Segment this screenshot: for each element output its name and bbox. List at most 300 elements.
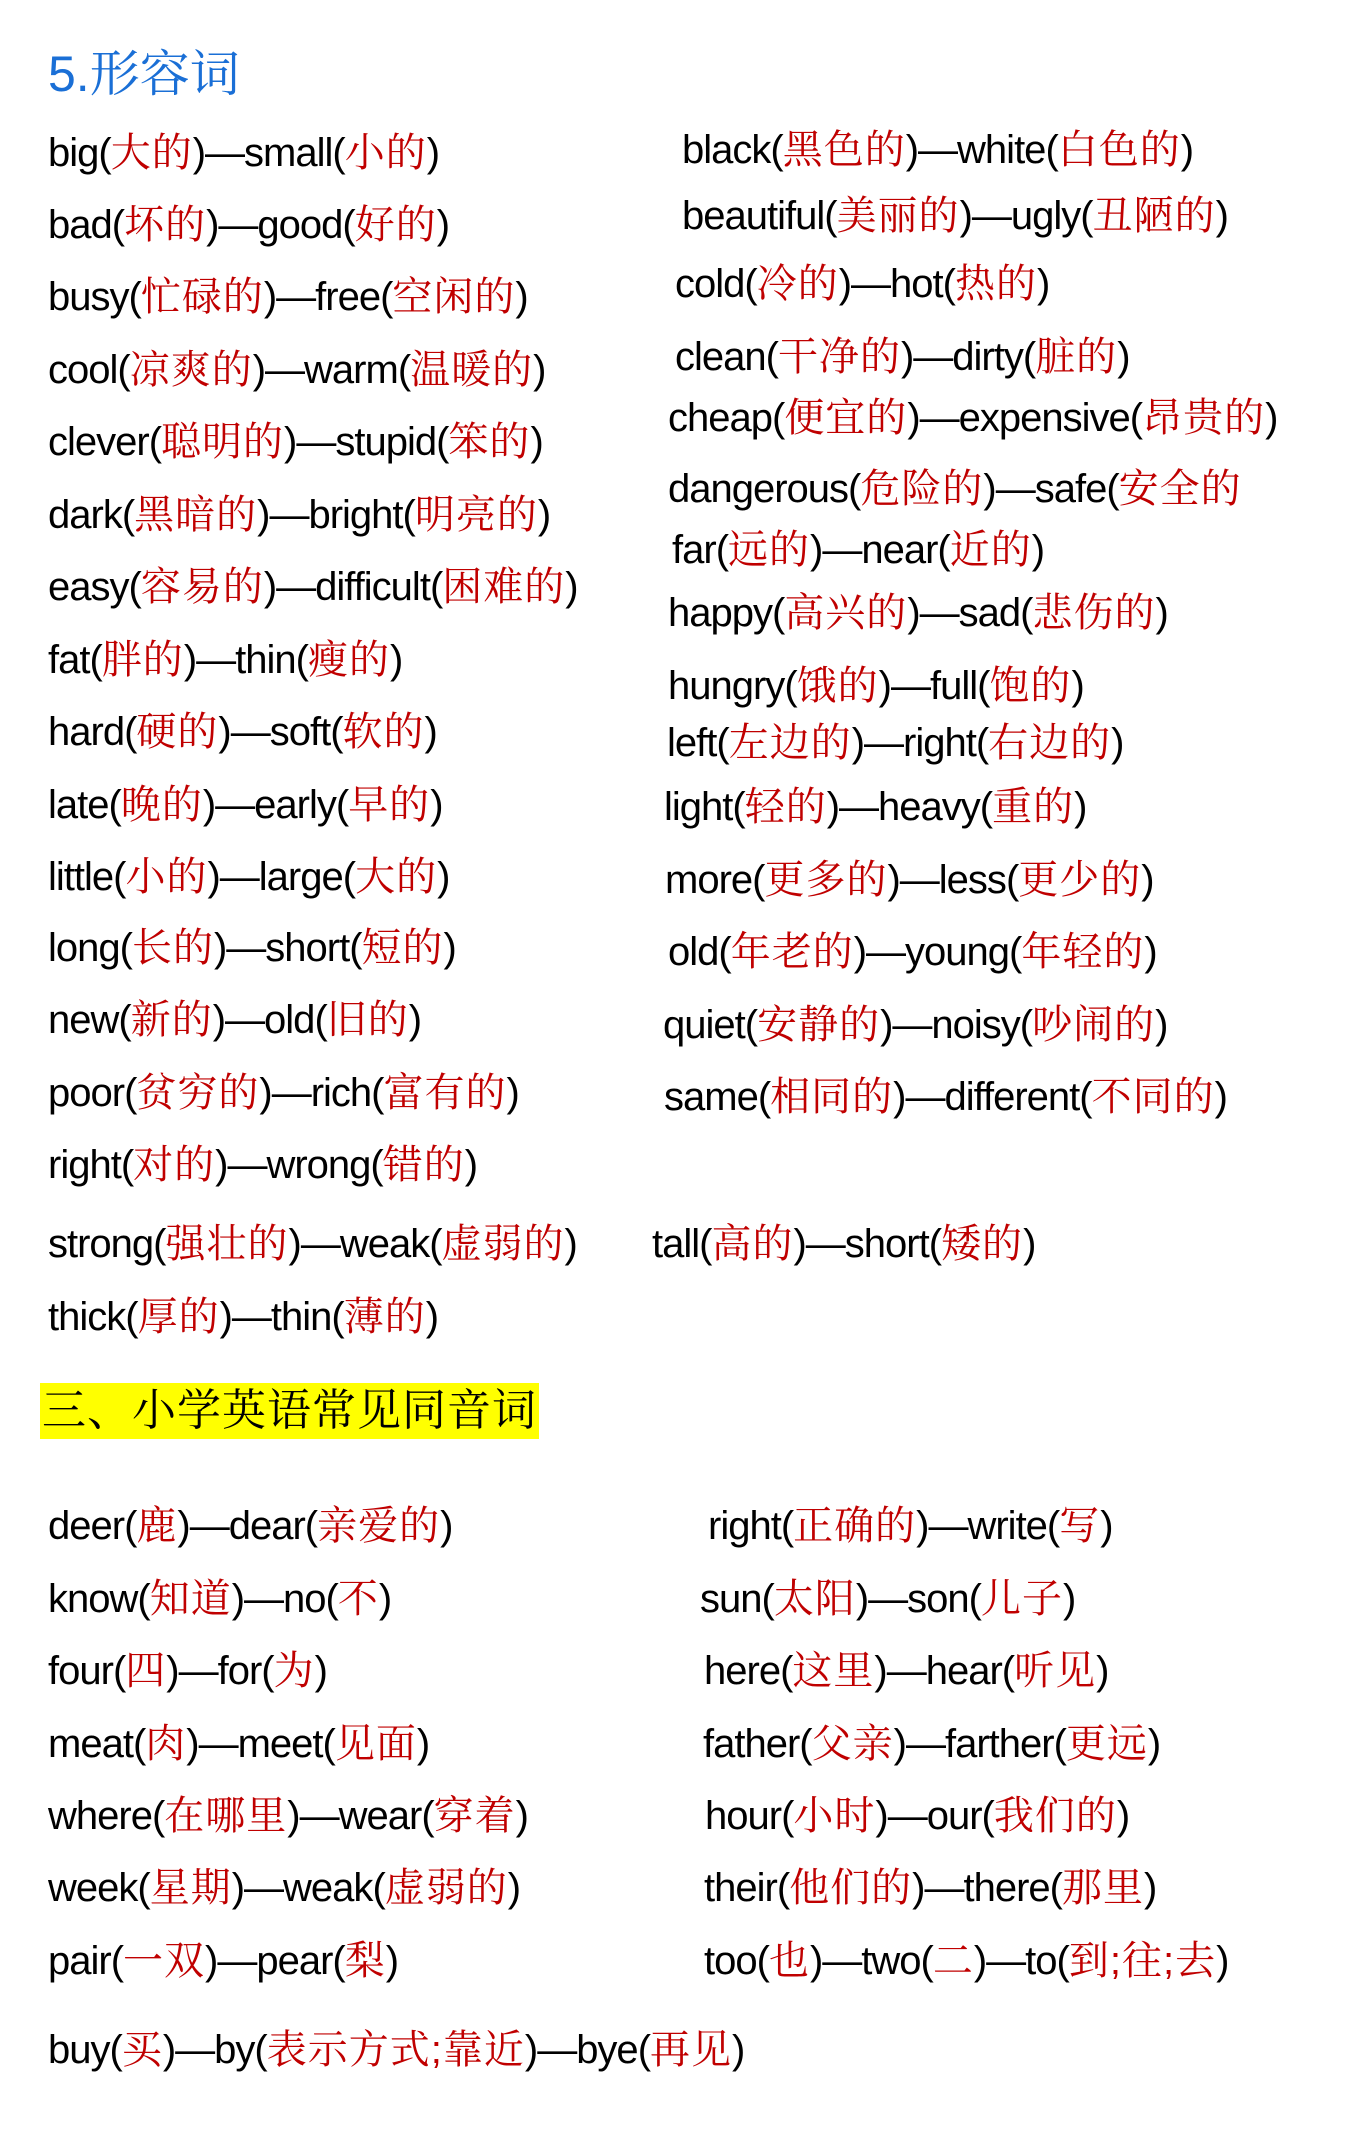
english-word: beautiful bbox=[682, 194, 825, 238]
close-paren: ) bbox=[900, 335, 914, 379]
english-word: easy bbox=[48, 565, 129, 609]
english-word: thin bbox=[235, 638, 296, 682]
open-paren: ( bbox=[756, 1939, 769, 1983]
close-paren: ) bbox=[853, 930, 867, 974]
open-paren: ( bbox=[1045, 128, 1058, 172]
open-paren: ( bbox=[331, 1295, 344, 1339]
close-paren: ) bbox=[1116, 1794, 1130, 1838]
open-paren: ( bbox=[370, 1143, 383, 1187]
english-word: early bbox=[254, 783, 336, 827]
word-pair bbox=[48, 1067, 519, 1119]
close-paren: ) bbox=[186, 1722, 199, 1766]
english-word: soft bbox=[269, 710, 331, 754]
word-pair bbox=[682, 190, 1228, 242]
dash-separator: — bbox=[892, 1003, 932, 1047]
open-paren: ( bbox=[975, 721, 989, 765]
english-word: happy bbox=[668, 591, 772, 635]
open-paren: ( bbox=[125, 1295, 138, 1339]
close-paren: ) bbox=[408, 998, 422, 1042]
english-word: weak bbox=[339, 1222, 430, 1266]
chinese-meaning: 脏的 bbox=[1035, 335, 1118, 379]
english-word: buy bbox=[48, 2028, 110, 2072]
chinese-meaning: 年老的 bbox=[730, 930, 854, 974]
word-pair bbox=[664, 1071, 1227, 1123]
chinese-meaning: 晚的 bbox=[120, 783, 203, 827]
chinese-meaning: 错的 bbox=[382, 1143, 465, 1187]
section-header-homophones: 三、小学英语常见同音词 bbox=[40, 1383, 539, 1439]
open-paren: ( bbox=[332, 131, 345, 175]
english-word: here bbox=[704, 1649, 781, 1693]
english-word: ugly bbox=[1010, 194, 1081, 238]
close-paren: ) bbox=[416, 1722, 430, 1766]
english-word: hour bbox=[705, 1794, 782, 1838]
open-paren: ( bbox=[1053, 1722, 1066, 1766]
chinese-meaning: 虚弱的 bbox=[441, 1222, 565, 1266]
close-paren: ) bbox=[437, 855, 450, 899]
open-paren: ( bbox=[1009, 930, 1022, 974]
english-word: son bbox=[907, 1577, 969, 1621]
close-paren: ) bbox=[887, 858, 900, 902]
chinese-meaning: 困难的 bbox=[442, 565, 566, 609]
close-paren: ) bbox=[385, 1939, 399, 1983]
open-paren: ( bbox=[977, 664, 990, 708]
dash-separator: — bbox=[913, 335, 953, 379]
open-paren: ( bbox=[1022, 335, 1036, 379]
word-pair bbox=[668, 926, 1157, 978]
dash-separator: — bbox=[218, 203, 258, 247]
dash-separator: — bbox=[905, 1722, 945, 1766]
close-paren: ) bbox=[202, 783, 216, 827]
dash-separator: — bbox=[265, 348, 305, 392]
english-word: right bbox=[708, 1504, 781, 1548]
close-paren: ) bbox=[565, 565, 578, 609]
dash-separator: — bbox=[271, 1071, 311, 1115]
close-paren: ) bbox=[809, 1939, 823, 1983]
chinese-meaning: 星期 bbox=[149, 1866, 232, 1910]
open-paren: ( bbox=[765, 335, 778, 379]
close-paren: ) bbox=[426, 131, 440, 175]
close-paren: ) bbox=[851, 721, 865, 765]
open-paren: ( bbox=[1056, 1939, 1069, 1983]
open-paren: ( bbox=[137, 1577, 150, 1621]
close-paren: ) bbox=[838, 262, 852, 306]
english-word: to bbox=[1025, 1939, 1057, 1983]
english-word: more bbox=[665, 858, 753, 902]
english-word: less bbox=[938, 858, 1006, 902]
close-paren: ) bbox=[893, 1075, 906, 1119]
english-word: dangerous bbox=[668, 467, 849, 511]
close-paren: ) bbox=[219, 1295, 232, 1339]
english-word: warm bbox=[304, 348, 398, 392]
word-pair bbox=[704, 1935, 1228, 1987]
close-paren: ) bbox=[1143, 1866, 1157, 1910]
close-paren: ) bbox=[1144, 930, 1157, 974]
english-word: late bbox=[48, 783, 109, 827]
english-word: dear bbox=[228, 1504, 305, 1548]
english-word: light bbox=[664, 785, 733, 829]
open-paren: ( bbox=[295, 638, 308, 682]
open-paren: ( bbox=[784, 664, 797, 708]
english-word: deer bbox=[48, 1504, 125, 1548]
open-paren: ( bbox=[349, 926, 362, 970]
open-paren: ( bbox=[1020, 591, 1033, 635]
word-pair bbox=[705, 1790, 1129, 1842]
open-paren: ( bbox=[128, 565, 141, 609]
open-paren: ( bbox=[637, 2028, 651, 2072]
word-pair bbox=[48, 706, 437, 758]
close-paren: ) bbox=[907, 591, 920, 635]
chinese-meaning: 明亮的 bbox=[414, 493, 538, 537]
close-paren: ) bbox=[430, 783, 443, 827]
chinese-meaning: 旧的 bbox=[326, 998, 409, 1042]
open-paren: ( bbox=[335, 783, 349, 827]
english-word: different bbox=[944, 1075, 1080, 1119]
chinese-meaning: 高兴的 bbox=[784, 591, 908, 635]
close-paren: ) bbox=[983, 467, 996, 511]
english-word: right bbox=[903, 721, 976, 765]
open-paren: ( bbox=[979, 785, 993, 829]
open-paren: ( bbox=[1005, 858, 1019, 902]
chinese-meaning: 高的 bbox=[711, 1222, 794, 1266]
english-word: short bbox=[265, 926, 350, 970]
open-paren: ( bbox=[757, 1075, 771, 1119]
chinese-meaning: 再见 bbox=[650, 2028, 733, 2072]
open-paren: ( bbox=[332, 1939, 345, 1983]
close-paren: ) bbox=[231, 1866, 245, 1910]
word-pair bbox=[708, 1500, 1113, 1552]
chinese-meaning: 安静的 bbox=[757, 1003, 881, 1047]
dash-separator: — bbox=[227, 1143, 267, 1187]
english-word: strong bbox=[48, 1222, 154, 1266]
chinese-meaning: 冷的 bbox=[756, 262, 839, 306]
word-pair bbox=[667, 717, 1123, 769]
word-pair bbox=[48, 344, 545, 396]
close-paren: ) bbox=[875, 1794, 888, 1838]
english-word: wear bbox=[338, 1794, 422, 1838]
close-paren: ) bbox=[192, 131, 206, 175]
word-pair bbox=[675, 331, 1130, 383]
dash-separator: — bbox=[299, 1794, 339, 1838]
english-word: wrong bbox=[266, 1143, 371, 1187]
section-title-adjectives: 5.形容词 bbox=[48, 46, 240, 102]
word-pair bbox=[704, 1862, 1156, 1914]
open-paren: ( bbox=[153, 1222, 166, 1266]
english-word: meet bbox=[237, 1722, 323, 1766]
chinese-meaning: 儿子 bbox=[980, 1577, 1063, 1621]
english-word: farther bbox=[944, 1722, 1054, 1766]
english-word: safe bbox=[1034, 467, 1107, 511]
chinese-meaning: 重的 bbox=[992, 785, 1075, 829]
word-pair bbox=[48, 199, 449, 251]
dash-separator: — bbox=[918, 128, 958, 172]
close-paren: ) bbox=[905, 128, 919, 172]
open-paren: ( bbox=[942, 262, 955, 306]
open-paren: ( bbox=[124, 1504, 137, 1548]
chinese-meaning: 更远 bbox=[1065, 1722, 1148, 1766]
open-paren: ( bbox=[1049, 1866, 1062, 1910]
open-paren: ( bbox=[1106, 467, 1119, 511]
close-paren: ) bbox=[464, 1143, 478, 1187]
open-paren: ( bbox=[771, 591, 785, 635]
open-paren: ( bbox=[699, 1222, 712, 1266]
close-paren: ) bbox=[506, 1071, 519, 1115]
chinese-meaning: 美丽的 bbox=[836, 194, 960, 238]
open-paren: ( bbox=[89, 638, 102, 682]
close-paren: ) bbox=[874, 1649, 887, 1693]
word-pair bbox=[48, 416, 543, 468]
chinese-meaning: 吵闹的 bbox=[1032, 1003, 1156, 1047]
close-paren: ) bbox=[378, 1577, 392, 1621]
open-paren: ( bbox=[330, 710, 343, 754]
open-paren: ( bbox=[113, 855, 126, 899]
close-paren: ) bbox=[284, 420, 297, 464]
dash-separator: — bbox=[219, 855, 259, 899]
dash-separator: — bbox=[217, 1939, 257, 1983]
dash-separator: — bbox=[839, 785, 879, 829]
open-paren: ( bbox=[110, 1939, 124, 1983]
english-word: full bbox=[929, 664, 978, 708]
word-pair bbox=[664, 781, 1086, 833]
dash-separator: — bbox=[822, 528, 862, 572]
dash-separator: — bbox=[864, 721, 904, 765]
english-word: old bbox=[264, 998, 315, 1042]
chinese-meaning: 强壮的 bbox=[165, 1222, 289, 1266]
english-word: two bbox=[861, 1939, 921, 1983]
dash-separator: — bbox=[269, 493, 309, 537]
chinese-meaning: 长的 bbox=[131, 926, 214, 970]
dash-separator: — bbox=[225, 998, 265, 1042]
english-word: noisy bbox=[931, 1003, 1020, 1047]
word-pair bbox=[48, 127, 439, 179]
chinese-meaning: 饱的 bbox=[989, 664, 1072, 708]
word-pair bbox=[48, 1291, 438, 1343]
chinese-meaning: 一双 bbox=[123, 1939, 206, 1983]
english-word: short bbox=[844, 1222, 929, 1266]
dash-separator: — bbox=[851, 262, 891, 306]
english-word: little bbox=[48, 855, 114, 899]
english-word: sad bbox=[958, 591, 1021, 635]
chinese-meaning: 右边的 bbox=[988, 721, 1112, 765]
chinese-meaning: 肉 bbox=[145, 1722, 187, 1766]
chinese-meaning: 安全的 bbox=[1118, 467, 1242, 511]
open-paren: ( bbox=[1001, 1649, 1015, 1693]
open-paren: ( bbox=[429, 565, 443, 609]
english-word: poor bbox=[48, 1071, 125, 1115]
close-paren: ) bbox=[443, 926, 456, 970]
dash-separator: — bbox=[905, 1075, 945, 1119]
close-paren: ) bbox=[207, 855, 220, 899]
chinese-meaning: 穿着 bbox=[433, 1794, 516, 1838]
word-pair bbox=[665, 854, 1154, 906]
english-word: same bbox=[664, 1075, 758, 1119]
open-paren: ( bbox=[314, 998, 327, 1042]
dash-separator: — bbox=[986, 1939, 1026, 1983]
close-paren: ) bbox=[515, 275, 528, 319]
chinese-meaning: 小时 bbox=[793, 1794, 876, 1838]
open-paren: ( bbox=[98, 131, 111, 175]
close-paren: ) bbox=[793, 1222, 806, 1266]
open-paren: ( bbox=[109, 2028, 122, 2072]
dash-separator: — bbox=[244, 1577, 284, 1621]
chinese-meaning: 好的 bbox=[354, 203, 437, 247]
close-paren: ) bbox=[916, 1504, 929, 1548]
close-paren: ) bbox=[425, 1295, 439, 1339]
word-pair bbox=[682, 124, 1193, 176]
dash-separator: — bbox=[886, 1649, 926, 1693]
close-paren: ) bbox=[215, 1143, 228, 1187]
chinese-meaning: 空闲的 bbox=[392, 275, 516, 319]
english-word: long bbox=[48, 926, 120, 970]
word-pair bbox=[703, 1718, 1160, 1770]
close-paren: ) bbox=[1180, 128, 1194, 172]
close-paren: ) bbox=[1214, 1075, 1227, 1119]
chinese-meaning: 温暖的 bbox=[410, 348, 534, 392]
close-paren: ) bbox=[524, 2028, 538, 2072]
close-paren: ) bbox=[1031, 528, 1045, 572]
close-paren: ) bbox=[287, 1794, 300, 1838]
close-paren: ) bbox=[1215, 194, 1228, 238]
word-pair bbox=[48, 489, 550, 541]
close-paren: ) bbox=[1111, 721, 1124, 765]
open-paren: ( bbox=[716, 721, 729, 765]
open-paren: ( bbox=[261, 1649, 274, 1693]
chinese-meaning: 他们的 bbox=[789, 1866, 913, 1910]
chinese-meaning: 大的 bbox=[355, 855, 438, 899]
open-paren: ( bbox=[744, 1003, 758, 1047]
open-paren: ( bbox=[117, 348, 130, 392]
chinese-meaning: 危险的 bbox=[860, 467, 984, 511]
chinese-meaning: 在哪里 bbox=[164, 1794, 288, 1838]
english-word: know bbox=[48, 1577, 138, 1621]
close-paren: ) bbox=[1023, 1222, 1036, 1266]
close-paren: ) bbox=[855, 1577, 869, 1621]
open-paren: ( bbox=[402, 493, 415, 537]
word-pair bbox=[48, 271, 528, 323]
english-word: hard bbox=[48, 710, 125, 754]
english-word: thin bbox=[270, 1295, 332, 1339]
english-word: for bbox=[217, 1649, 262, 1693]
open-paren: ( bbox=[1019, 1003, 1033, 1047]
close-paren: ) bbox=[212, 998, 226, 1042]
chinese-meaning: 容易的 bbox=[140, 565, 264, 609]
english-word: right bbox=[48, 1143, 121, 1187]
word-pair bbox=[668, 392, 1277, 444]
open-paren: ( bbox=[1080, 194, 1093, 238]
open-paren: ( bbox=[371, 1071, 384, 1115]
chinese-meaning: 薄的 bbox=[343, 1295, 426, 1339]
dash-separator: — bbox=[205, 131, 245, 175]
open-paren: ( bbox=[824, 194, 837, 238]
open-paren: ( bbox=[421, 1794, 434, 1838]
open-paren: ( bbox=[937, 528, 950, 572]
close-paren: ) bbox=[1141, 858, 1154, 902]
open-paren: ( bbox=[118, 998, 131, 1042]
close-paren: ) bbox=[1155, 1003, 1168, 1047]
chinese-meaning: 聪明的 bbox=[161, 420, 285, 464]
dash-separator: — bbox=[198, 1722, 238, 1766]
english-word: thick bbox=[48, 1295, 126, 1339]
chinese-meaning: 近的 bbox=[949, 528, 1032, 572]
chinese-meaning: 丑陋的 bbox=[1092, 194, 1216, 238]
word-pair bbox=[663, 999, 1167, 1051]
word-pair bbox=[652, 1218, 1035, 1270]
dash-separator: — bbox=[189, 1504, 229, 1548]
open-paren: ( bbox=[124, 710, 137, 754]
close-paren: ) bbox=[263, 275, 277, 319]
word-pair bbox=[672, 524, 1044, 576]
english-word: clever bbox=[48, 420, 149, 464]
word-pair bbox=[48, 1645, 327, 1697]
open-paren: ( bbox=[715, 528, 729, 572]
word-pair bbox=[48, 922, 456, 974]
chinese-meaning: 凉爽的 bbox=[129, 348, 253, 392]
chinese-meaning: 小的 bbox=[125, 855, 208, 899]
english-word: large bbox=[258, 855, 343, 899]
open-paren: ( bbox=[1079, 1075, 1092, 1119]
english-word: there bbox=[963, 1866, 1050, 1910]
chinese-meaning: 这里 bbox=[792, 1649, 875, 1693]
english-word: cool bbox=[48, 348, 118, 392]
close-paren: ) bbox=[252, 348, 266, 392]
dash-separator: — bbox=[995, 467, 1035, 511]
close-paren: ) bbox=[826, 785, 840, 829]
english-word: big bbox=[48, 131, 99, 175]
dash-separator: — bbox=[175, 2028, 215, 2072]
english-word: our bbox=[926, 1794, 982, 1838]
word-pair bbox=[48, 561, 578, 613]
english-word: no bbox=[283, 1577, 326, 1621]
chinese-meaning: 矮的 bbox=[941, 1222, 1024, 1266]
close-paren: ) bbox=[959, 194, 972, 238]
open-paren: ( bbox=[254, 2028, 267, 2072]
open-paren: ( bbox=[781, 1794, 794, 1838]
english-word: hear bbox=[925, 1649, 1002, 1693]
dash-separator: — bbox=[276, 565, 316, 609]
open-paren: ( bbox=[304, 1504, 318, 1548]
english-word: where bbox=[48, 1794, 152, 1838]
open-paren: ( bbox=[780, 1504, 794, 1548]
english-word: busy bbox=[48, 275, 129, 319]
chinese-meaning: 知道 bbox=[149, 1577, 232, 1621]
dash-separator: — bbox=[244, 1866, 284, 1910]
close-paren: ) bbox=[183, 638, 197, 682]
close-paren: ) bbox=[440, 1504, 453, 1548]
english-word: cheap bbox=[668, 396, 772, 440]
chinese-meaning: 虚弱的 bbox=[384, 1866, 508, 1910]
dash-separator: — bbox=[919, 396, 959, 440]
english-word: near bbox=[861, 528, 938, 572]
close-paren: ) bbox=[1216, 1939, 1229, 1983]
chinese-meaning: 父亲 bbox=[811, 1722, 894, 1766]
open-paren: ( bbox=[342, 203, 355, 247]
close-paren: ) bbox=[1155, 591, 1168, 635]
chinese-meaning: 表示方式;靠近 bbox=[266, 2028, 525, 2072]
dash-separator: — bbox=[537, 2028, 577, 2072]
chinese-meaning: 不 bbox=[337, 1577, 379, 1621]
open-paren: ( bbox=[848, 467, 861, 511]
close-paren: ) bbox=[732, 2028, 745, 2072]
chinese-meaning: 写 bbox=[1059, 1504, 1101, 1548]
chinese-meaning: 大的 bbox=[110, 131, 193, 175]
english-word: quiet bbox=[663, 1003, 745, 1047]
english-word: heavy bbox=[878, 785, 980, 829]
english-word: fat bbox=[48, 638, 90, 682]
chinese-meaning: 便宜的 bbox=[784, 396, 908, 440]
chinese-meaning: 笨的 bbox=[448, 420, 531, 464]
close-paren: ) bbox=[1265, 396, 1278, 440]
open-paren: ( bbox=[128, 275, 141, 319]
english-word: bye bbox=[576, 2028, 638, 2072]
